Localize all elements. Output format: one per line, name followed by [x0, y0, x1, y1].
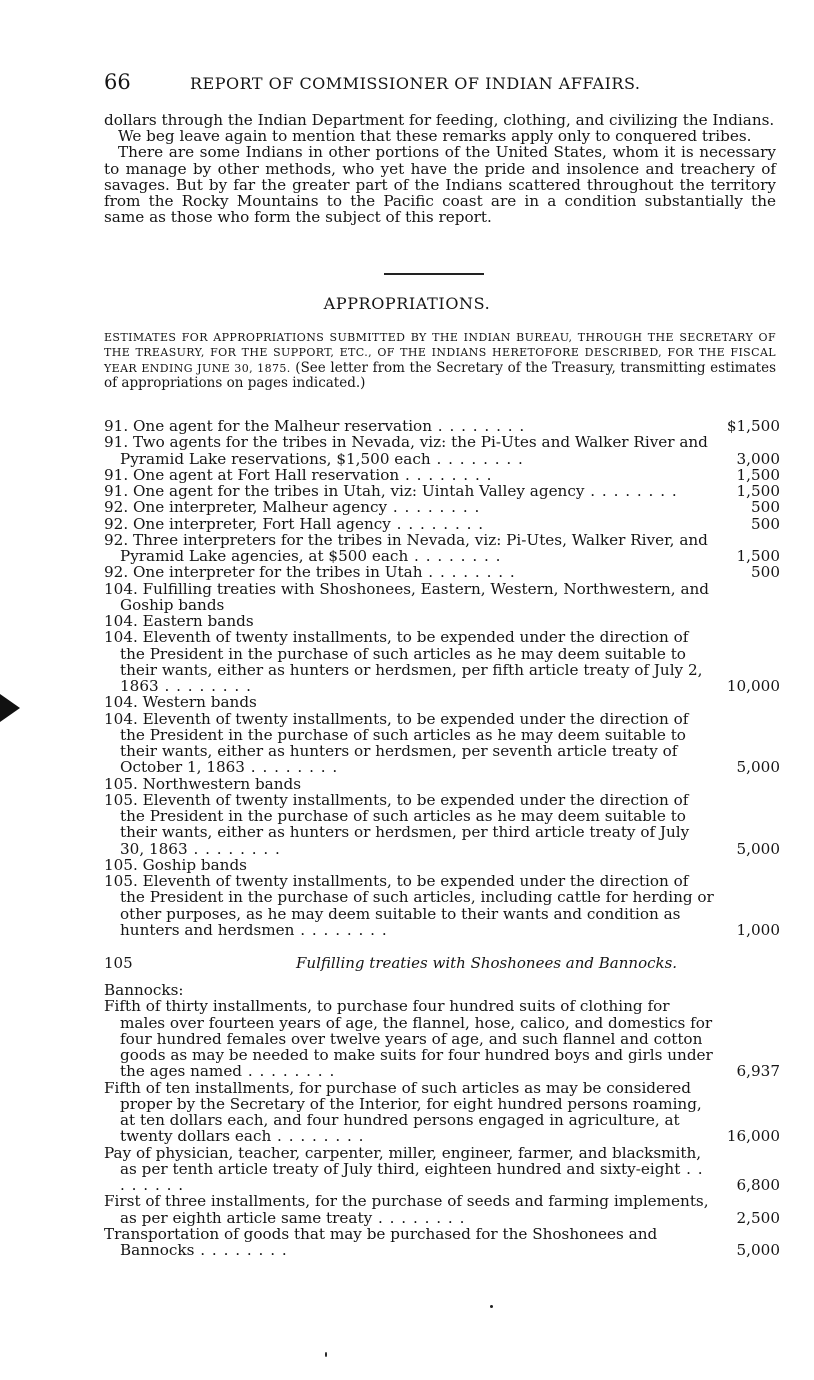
item-amount: 1,500: [736, 547, 780, 565]
intro-paragraph: There are some Indians in other portions of the United States, whom it is necessary to manage by other methods, who yet have the pride and insolence and treachery of savages. But by far the greater part of the Indians scattered throughout the territory from the Rocky Mountains to the Pacific coast are in a condition substantially the same as those who form the subject of this report.: [104, 143, 776, 227]
dot-leader: . . . . . . . .: [408, 547, 502, 565]
dot-leader: . . . . . . . .: [422, 563, 516, 582]
list-item: [104, 516, 780, 532]
list-item: [104, 873, 780, 938]
list-item: [104, 434, 780, 467]
item-text: Transportation of goods that may be purchased for the Shoshonees and Bannocks . . . . . . . .: [104, 1224, 658, 1259]
dot-leader: . . . . . . . .: [242, 1062, 336, 1081]
item-amount: 6,800: [736, 1176, 780, 1194]
dot-leader: . . . . . . . .: [244, 758, 339, 777]
item-amount: 500: [751, 514, 780, 533]
page-number: 66: [104, 70, 131, 94]
list-item: [104, 998, 780, 1079]
dot-leader: . . . . . . . .: [387, 498, 481, 517]
subsection-title: Fulfilling treaties with Shoshonees and Bannocks.: [296, 954, 678, 972]
list-item: [104, 1080, 780, 1145]
item-text: 105. Eleventh of twenty installments, to be expended under the direction of the President in the purchase of such articles, including cattle for herding or other purposes, as he may deem suitable to their wants and condition as hunters and herdsmen . . . . . . . .: [104, 872, 714, 939]
list-item: [104, 483, 780, 499]
ink-speck: [325, 1352, 327, 1357]
list-item: [104, 694, 780, 710]
section-divider: [384, 273, 484, 275]
item-text: 104. Eastern bands: [104, 612, 254, 630]
item-text: 92. One interpreter, Malheur agency . . . . . . . .: [104, 498, 481, 517]
list-item: [104, 776, 780, 792]
list-item: [104, 581, 780, 614]
item-text: 104. Western bands: [104, 693, 257, 712]
estimates-note: (See letter from the Secretary of the Treasury, transmitting estimates of appropriations on pages indicated.): [104, 359, 777, 391]
item-amount: 500: [751, 498, 780, 517]
item-amount: 5,000: [736, 1241, 780, 1259]
list-item: [104, 629, 780, 694]
dot-leader: . . . . . . . .: [294, 920, 388, 939]
item-text: 91. One agent at Fort Hall reservation . . . . . . . .: [104, 465, 493, 484]
dot-leader: . . . . . . . .: [430, 449, 524, 468]
item-text: 104. Eleventh of twenty installments, to be expended under the direction of the President in the purchase of such articles as he may deem suitable to their wants, either as hunters or herdsmen, per fifth article treaty of July 2, 1863 . . . . . . . .: [104, 628, 703, 695]
item-text: 91. One agent for the Malheur reservation . . . . . . . .: [104, 417, 526, 435]
item-amount: 3,000: [736, 449, 780, 468]
dot-leader: . . . . . . . .: [431, 417, 526, 435]
list-item: [104, 564, 780, 580]
item-text: 92. One interpreter for the tribes in Utah . . . . . . . .: [104, 563, 516, 582]
item-amount: $1,500: [726, 417, 780, 435]
list-item: [104, 532, 780, 565]
item-text: 91. Two agents for the tribes in Nevada, viz: the Pi-Utes and Walker River and Pyramid Lake reservations, $1,500 each . . . . . . . .: [104, 433, 708, 468]
item-text: Fifth of ten installments, for purchase of such articles as may be considered proper by the Secretary of the Interior, for eight hundred persons roaming, at ten dollars each, and four hundred persons engaged in agriculture, at twenty dollars each . . . . . . . .: [104, 1078, 702, 1146]
dot-leader: . . . . . . . .: [271, 1127, 365, 1146]
list-item: [104, 857, 780, 873]
item-amount: 10,000: [726, 677, 780, 695]
list-item: [104, 499, 780, 515]
list-item: [104, 613, 780, 629]
item-amount: 1,500: [736, 465, 780, 484]
dot-leader: . . . . . . . .: [390, 514, 485, 533]
appropriations-list: [104, 418, 780, 938]
item-text: 104. Eleventh of twenty installments, to be expended under the direction of the President in the purchase of such articles as he may deem suitable to their wants, either as hunters or herdsmen, per seventh article treaty of October 1, 1863 . . . . . . . .: [104, 709, 689, 777]
item-text: First of three installments, for the purchase of seeds and farming implements, as per eighth article same treaty . . . . . . . .: [104, 1192, 709, 1227]
item-text: 92. Three interpreters for the tribes in Nevada, viz: Pi-Utes, Walker River, and Pyramid Lake agencies, at $500 each . . . . . . . .: [104, 530, 708, 565]
intro-paragraph: dollars through the Indian Department for feeding, clothing, and civilizing the Indians.: [104, 111, 775, 129]
dot-leader: . . . . . . . .: [120, 1159, 704, 1194]
item-amount: 1,500: [736, 482, 780, 500]
item-text: 104. Fulfilling treaties with Shoshonees, Eastern, Western, Northwestern, and Goship bands: [104, 579, 710, 614]
list-item: [104, 467, 780, 483]
margin-arrow-icon: [0, 694, 20, 722]
ink-speck: [490, 1305, 493, 1308]
dot-leader: . . . . . . . .: [399, 465, 493, 484]
list-item: [104, 418, 780, 434]
item-text: Fifth of thirty installments, to purchase four hundred suits of clothing for males over fourteen years of age, the flannel, hose, calico, and domestics for four hundred females over twelve years of age, and such flannel and cotton goods as may be needed to make suits for four hundred boys and girls under the ages named . . . . . . . .: [104, 997, 713, 1081]
item-text: 92. One interpreter, Fort Hall agency . . . . . . . .: [104, 514, 485, 533]
list-item: [104, 1226, 780, 1259]
dot-leader: . . . . . . . .: [158, 677, 252, 695]
item-amount: 1,000: [736, 920, 780, 939]
estimates-caption: [104, 330, 776, 391]
item-amount: 500: [751, 563, 780, 582]
bannocks-label: Bannocks:: [104, 981, 184, 999]
running-title: REPORT OF COMMISSIONER OF INDIAN AFFAIRS.: [190, 74, 641, 93]
item-amount: 5,000: [736, 839, 780, 858]
item-text: 91. One agent for the tribes in Utah, viz: Uintah Valley agency . . . . . . . .: [104, 482, 678, 500]
intro-text: [104, 112, 776, 225]
item-amount: 16,000: [726, 1127, 780, 1146]
item-text: 105. Eleventh of twenty installments, to be expended under the direction of the President in the purchase of such articles as he may deem suitable to their wants, either as hunters or herdsmen, per third article treaty of July 30, 1863 . . . . . . . .: [104, 790, 690, 858]
item-amount: 2,500: [736, 1208, 780, 1227]
list-item: [104, 1145, 780, 1194]
intro-paragraph: We beg leave again to mention that these remarks apply only to conquered tribes.: [118, 127, 752, 146]
dot-leader: . . . . . . . .: [372, 1208, 466, 1227]
item-text: 105. Goship bands: [104, 855, 247, 874]
dot-leader: . . . . . . . .: [194, 1241, 288, 1259]
item-amount: 6,937: [736, 1062, 780, 1081]
subsection-number: 105: [104, 954, 133, 972]
bannocks-list: [104, 982, 780, 1258]
list-item: [104, 711, 780, 776]
dot-leader: . . . . . . . .: [584, 482, 678, 500]
list-item: [104, 1193, 780, 1226]
item-text: Pay of physician, teacher, carpenter, miller, engineer, farmer, and blacksmith, as per tenth article treaty of July third, eighteen hundred and sixty-eight . . . . . . . .: [104, 1143, 704, 1194]
section-title: APPROPRIATIONS.: [323, 294, 491, 313]
list-item: [104, 792, 780, 857]
item-text: 105. Northwestern bands: [104, 774, 302, 793]
dot-leader: . . . . . . . .: [187, 839, 281, 858]
estimates-caps-text: ESTIMATES FOR APPROPRIATIONS SUBMITTED BY THE INDIAN BUREAU, THROUGH THE SECRETARY OF THE TREASURY, FOR THE SUPPORT, ETC., OF THE INDIANS HERETOFORE DESCRIBED, FOR THE FISCAL YEAR ENDING JUNE 30, 1875.: [104, 331, 776, 375]
item-amount: 5,000: [736, 758, 780, 777]
